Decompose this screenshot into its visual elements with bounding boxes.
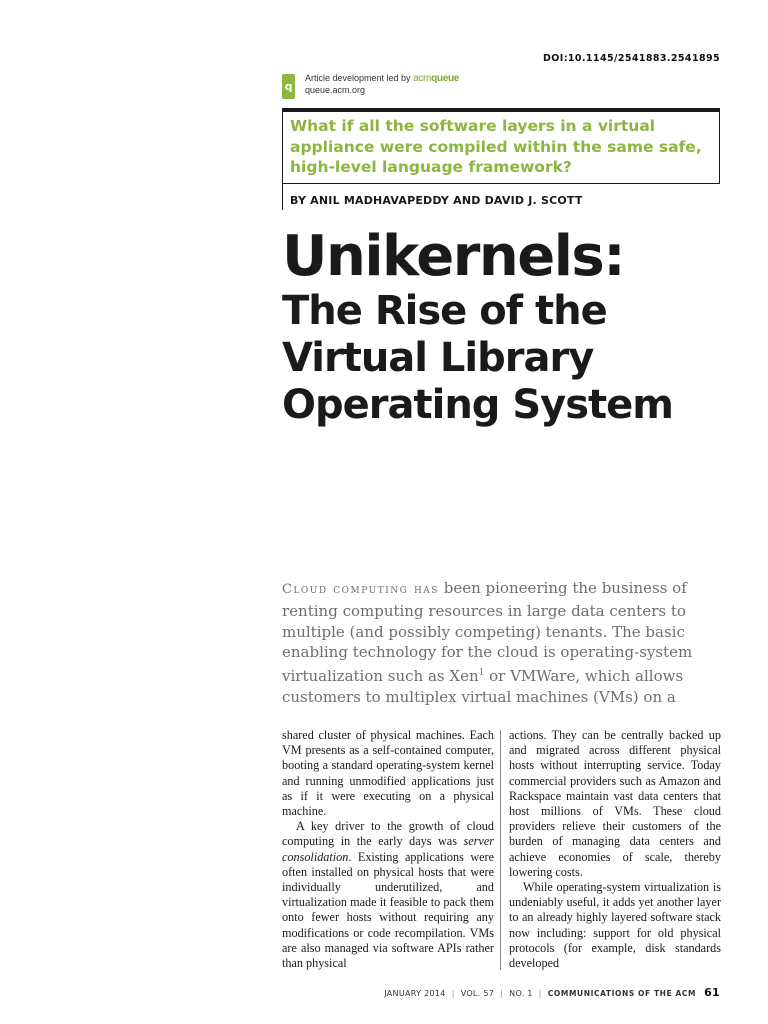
paragraph-text: . Existing applications were often installed on physical hosts that were individually underutilized, and virtualization made it feasible to pack them onto fewer hosts without requiring any modifications or code recompilation. VMs are also managed via software APIs rather than physical bbox=[282, 849, 494, 971]
issue-date: JANUARY 2014 bbox=[384, 989, 446, 998]
body-column-2 bbox=[509, 728, 721, 971]
brand-acm: acm bbox=[413, 73, 432, 84]
paragraph-text: A key driver to the growth of cloud computing in the early days was bbox=[282, 819, 494, 849]
page-footer bbox=[384, 986, 720, 999]
article-development-note bbox=[305, 72, 459, 85]
byline-rule bbox=[282, 184, 283, 210]
volume: VOL. 57 bbox=[460, 989, 495, 998]
acmqueue-brand bbox=[413, 73, 459, 84]
footer-separator: | bbox=[500, 989, 504, 998]
body-paragraph: actions. They can be centrally backed up and migrated across different physical hosts without interrupting service. Today commercial providers such as Amazon and Rackspace maintain vast data centers that host millions of VMs. These cloud providers relieve their customers of the burden of managing data centers and achieve economies of scale, thereby lowering costs. bbox=[509, 728, 721, 879]
footer-separator: | bbox=[538, 989, 542, 998]
development-text: Article development led by bbox=[305, 73, 411, 83]
magazine-name: COMMUNICATIONS OF THE ACM bbox=[547, 989, 697, 998]
subtitle-line-3: Operating System bbox=[282, 382, 673, 428]
column-divider bbox=[500, 730, 501, 970]
page-number: 61 bbox=[704, 986, 720, 999]
body-paragraph: While operating-system virtualization is undeniably useful, it adds yet another layer to an already highly layered software stack now including: support for old physical protocols (for example, disk standards developed bbox=[509, 880, 721, 971]
lede-text-1: been pioneering the business of renting computing resources in large data centers to multiple (and possibly competing) tenants. The basic enabling technology for the cloud is operating-system virtualization such as Xen bbox=[282, 579, 693, 686]
body-paragraph: shared cluster of physical machines. Each VM presents as a self-contained computer, booting a standard operating-system kernel and running unmodified applications just as if it were executing on a physical machine. bbox=[282, 728, 494, 819]
reference-marker[interactable]: 1 bbox=[478, 668, 485, 679]
issue-number: NO. 1 bbox=[509, 989, 533, 998]
lede-smallcaps: Cloud computing has bbox=[282, 582, 439, 597]
article-title: Unikernels: bbox=[282, 224, 625, 289]
badge-letter: q bbox=[284, 80, 293, 93]
subtitle-line-2: Virtual Library bbox=[282, 335, 594, 381]
byline: BY ANIL MADHAVAPEDDY AND DAVID J. SCOTT bbox=[290, 194, 583, 207]
footer-separator: | bbox=[451, 989, 455, 998]
queue-site-link[interactable]: queue.acm.org bbox=[305, 85, 366, 95]
doi[interactable]: DOI:10.1145/2541883.2541895 bbox=[543, 53, 720, 64]
subtitle-line-1: The Rise of the bbox=[282, 288, 607, 334]
lede-text-2: or VMWare, which allows customers to multiplex virtual machines (VMs) on a bbox=[282, 667, 684, 706]
article-subtitle bbox=[282, 288, 742, 429]
deck-text: What if all the software layers in a virtual appliance were compiled within the same safe, high-level language framework? bbox=[290, 117, 702, 176]
lede-paragraph bbox=[282, 578, 722, 708]
brand-queue: queue bbox=[431, 73, 460, 84]
emphasis-text: server consolidation bbox=[282, 834, 494, 864]
acm-queue-logo-icon bbox=[282, 74, 295, 99]
body-paragraph bbox=[282, 819, 494, 971]
body-column-1 bbox=[282, 728, 494, 971]
